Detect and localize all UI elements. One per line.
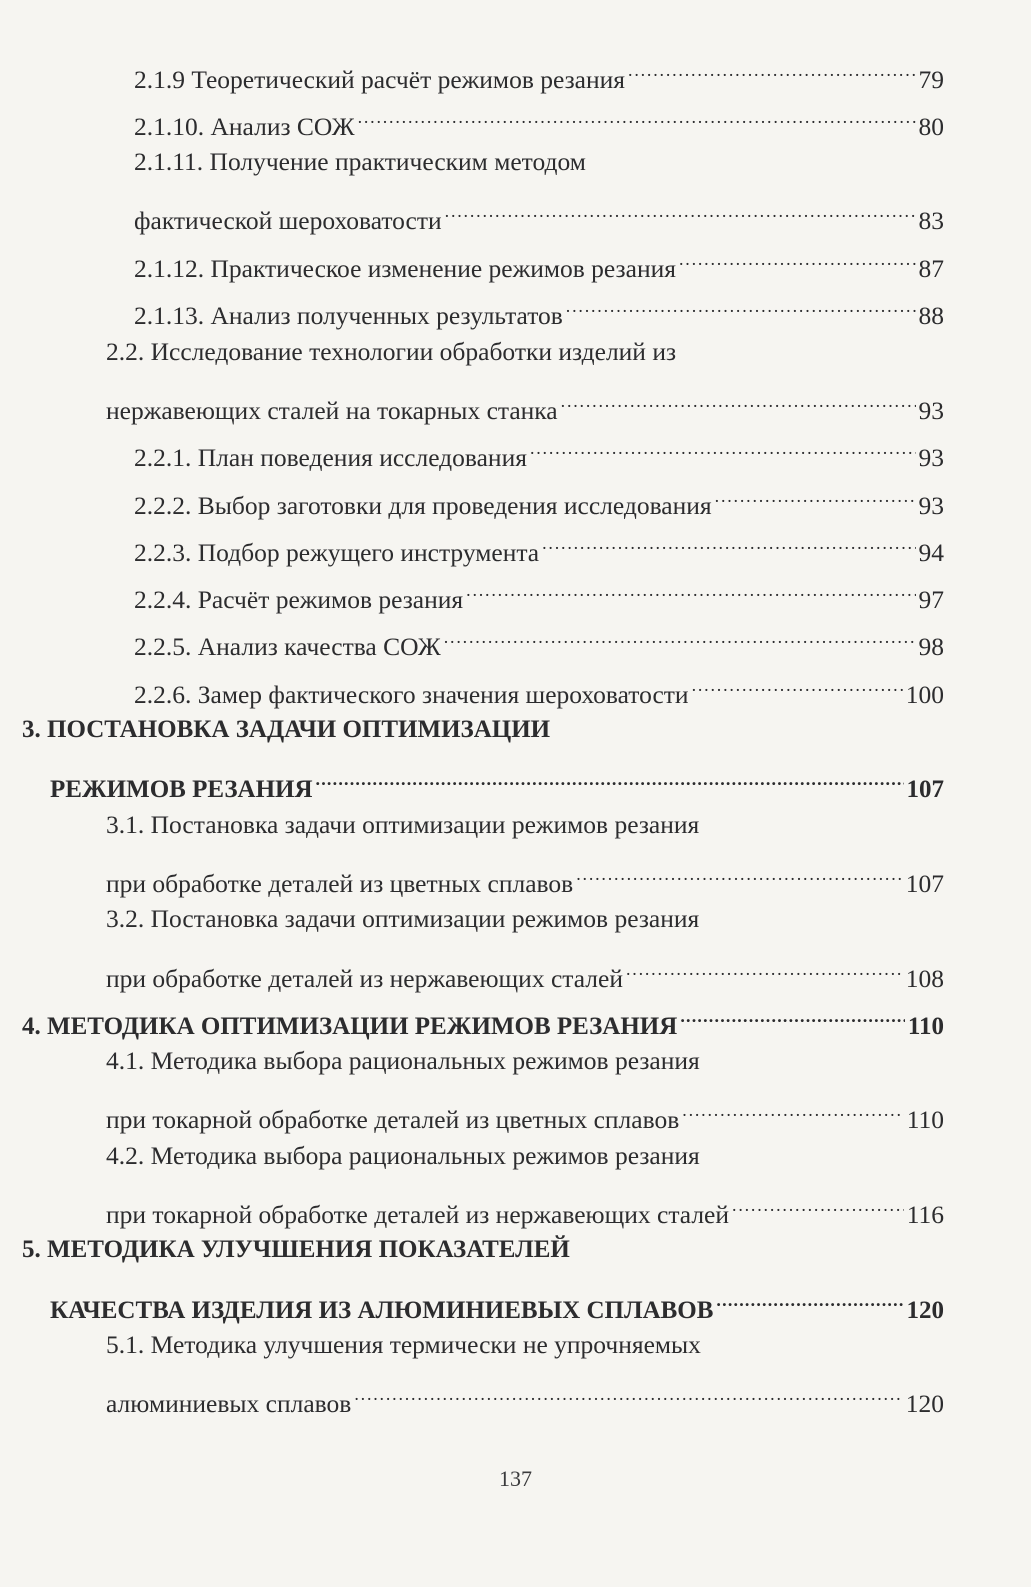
toc-page-number: 79	[918, 65, 944, 94]
toc-chapter-4	[22, 994, 944, 1040]
toc-entry-text: 2.1.10. Анализ СОЖ	[134, 112, 355, 141]
dot-leader	[542, 521, 915, 561]
toc-entry-text: РЕЖИМОВ РЕЗАНИЯ	[50, 776, 313, 803]
toc-chapter-3	[22, 710, 944, 750]
toc-entry-5-1-cont	[106, 1372, 944, 1418]
toc-entry-4-2-cont	[106, 1183, 944, 1229]
toc-entry-text: 2.2.5. Анализ качества СОЖ	[134, 632, 441, 661]
dot-leader	[715, 474, 916, 514]
dot-leader	[626, 947, 903, 987]
toc-page-number: 88	[918, 301, 944, 330]
toc-entry-text: нержавеющих сталей на токарных станка	[106, 396, 558, 425]
dot-leader	[316, 757, 904, 797]
toc-page-number: 108	[905, 964, 944, 993]
toc-entry-3-1-cont	[106, 852, 944, 898]
toc-entry-text: 5. МЕТОДИКА УЛУЧШЕНИЯ ПОКАЗАТЕЛЕЙ	[22, 1236, 570, 1263]
dot-leader	[680, 994, 905, 1034]
dot-leader	[354, 1372, 902, 1412]
dot-leader	[358, 95, 916, 135]
toc-page-number: 80	[918, 112, 944, 141]
dot-leader	[679, 237, 916, 277]
toc-entry-text: при токарной обработке деталей из нержавеющих сталей	[106, 1200, 730, 1229]
toc-chapter-5-cont	[50, 1278, 944, 1324]
toc-entry-text: 2.2.3. Подбор режущего инструмента	[134, 538, 540, 567]
toc-entry-text: 3.2. Постановка задачи оптимизации режимов резания	[106, 904, 700, 933]
toc-entry-text: 4. МЕТОДИКА ОПТИМИЗАЦИИ РЕЖИМОВ РЕЗАНИЯ	[22, 1013, 678, 1040]
toc-entry-2-1-9	[134, 48, 944, 94]
toc-entry-2-1-10	[134, 95, 944, 141]
dot-leader	[682, 1088, 903, 1128]
toc-entry-text: фактической шероховатости	[134, 206, 442, 235]
toc-page-number: 98	[918, 632, 944, 661]
toc-page-number: 93	[918, 443, 944, 472]
toc-entry-2-2-5	[134, 615, 944, 661]
toc-entry-3-2-cont	[106, 947, 944, 993]
toc-page-number: 100	[905, 680, 944, 709]
toc-entry-2-2-cont	[106, 379, 944, 425]
toc-entry-text: 2.2.2. Выбор заготовки для проведения исследования	[134, 491, 712, 520]
toc-page-number: 94	[918, 538, 944, 567]
toc-entry-text: 2.1.12. Практическое изменение режимов резания	[134, 254, 676, 283]
toc-page-number: 107	[905, 869, 944, 898]
dot-leader	[576, 852, 903, 892]
dot-leader	[444, 615, 916, 655]
toc-entry-text: 2.2. Исследование технологии обработки изделий из	[106, 337, 677, 366]
toc-entry-text: 2.2.1. План поведения исследования	[134, 443, 527, 472]
toc-entry-4-2	[106, 1136, 944, 1176]
page-number: 137	[499, 1466, 532, 1491]
toc-page-number: 110	[906, 1105, 944, 1134]
toc-entry-text: алюминиевых сплавов	[106, 1389, 352, 1418]
dot-leader	[732, 1183, 904, 1223]
toc-entry-4-1-cont	[106, 1088, 944, 1134]
toc-entry-2-1-13	[134, 284, 944, 330]
toc-entry-3-2	[106, 899, 944, 939]
toc-entry-5-1	[106, 1325, 944, 1365]
toc-entry-text: 4.1. Методика выбора рациональных режимов резания	[106, 1046, 700, 1075]
toc-entry-2-2-6	[134, 663, 944, 709]
toc-entry-text: 3. ПОСТАНОВКА ЗАДАЧИ ОПТИМИЗАЦИИ	[22, 716, 551, 743]
dot-leader	[692, 663, 903, 703]
toc-page-number: 97	[918, 585, 944, 614]
toc-entry-2-2-3	[134, 521, 944, 567]
toc-entry-text: при токарной обработке деталей из цветных сплавов	[106, 1105, 680, 1134]
toc-entry-3-1	[106, 805, 944, 845]
toc-page-number: 93	[918, 396, 944, 425]
toc-entry-2-2-4	[134, 568, 944, 614]
toc-page-number: 120	[906, 1297, 944, 1324]
toc-page-number: 120	[905, 1389, 944, 1418]
toc-entry-2-1-11-cont	[134, 189, 944, 235]
toc-entry-text: 2.1.13. Анализ полученных результатов	[134, 301, 563, 330]
toc-page-number: 110	[907, 1013, 944, 1040]
toc-entry-text: при обработке деталей из нержавеющих сталей	[106, 964, 623, 993]
toc-entry-text: 3.1. Постановка задачи оптимизации режимов резания	[106, 810, 700, 839]
dot-leader	[530, 426, 916, 466]
toc-entry-text: 5.1. Методика улучшения термически не упрочняемых	[106, 1330, 701, 1359]
toc-entry-2-2-2	[134, 474, 944, 520]
toc-entry-text: 4.2. Методика выбора рациональных режимов резания	[106, 1141, 700, 1170]
toc-entry-text: при обработке деталей из цветных сплавов	[106, 869, 574, 898]
toc-page-number: 93	[918, 491, 944, 520]
toc-entry-text: 2.1.9 Теоретический расчёт режимов резания	[134, 65, 626, 94]
dot-leader	[445, 189, 916, 229]
toc-entry-text: 2.2.4. Расчёт режимов резания	[134, 585, 464, 614]
toc-entry-4-1	[106, 1041, 944, 1081]
toc-page-number: 116	[906, 1200, 944, 1229]
toc-page-number: 87	[918, 254, 944, 283]
toc-entry-2-2	[106, 332, 944, 372]
dot-leader	[628, 48, 915, 88]
toc-entry-text: 2.1.11. Получение практическим методом	[134, 147, 586, 176]
toc-entry-2-1-12	[134, 237, 944, 283]
toc-entry-text: 2.2.6. Замер фактического значения шероховатости	[134, 680, 689, 709]
dot-leader	[561, 379, 916, 419]
toc-entry-2-1-11	[134, 142, 944, 182]
dot-leader	[566, 284, 916, 324]
toc-chapter-3-cont	[50, 757, 944, 803]
toc-page-number: 83	[918, 206, 944, 235]
toc-entry-2-2-1	[134, 426, 944, 472]
dot-leader	[716, 1278, 903, 1318]
toc-entry-text: КАЧЕСТВА ИЗДЕЛИЯ ИЗ АЛЮМИНИЕВЫХ СПЛАВОВ	[50, 1297, 714, 1324]
dot-leader	[466, 568, 915, 608]
toc-page-number: 107	[906, 776, 944, 803]
toc-chapter-5	[22, 1230, 944, 1270]
